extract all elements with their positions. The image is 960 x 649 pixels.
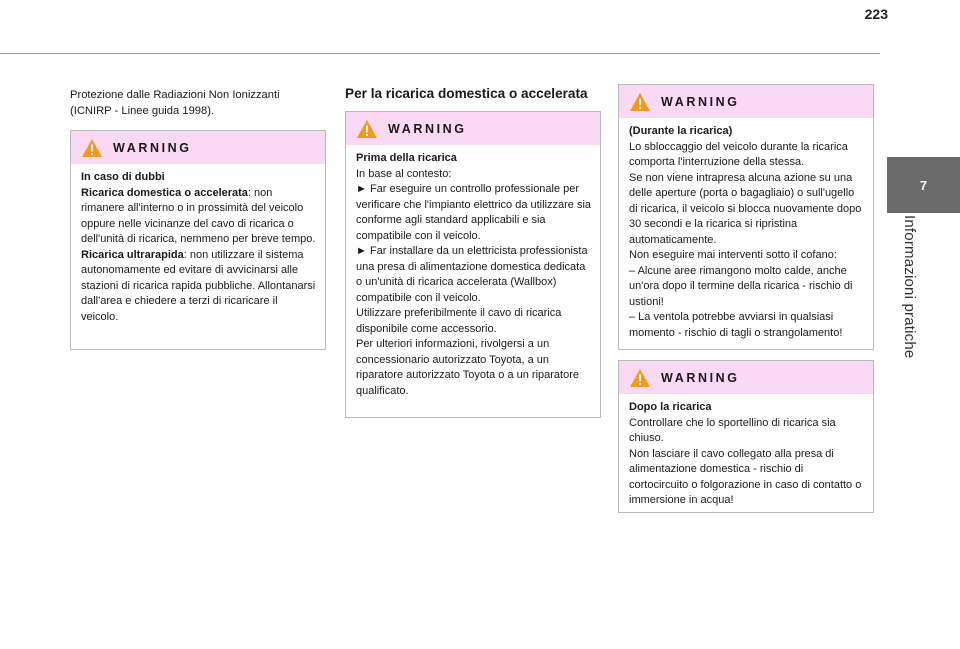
warning-heading: Dopo la ricarica	[629, 401, 712, 413]
warning-box	[618, 360, 874, 513]
warning-heading: In caso di dubbi	[81, 171, 165, 183]
warning-title: WARNING	[661, 94, 740, 109]
warning-title: WARNING	[113, 140, 192, 155]
column-1	[70, 88, 326, 350]
warning-paragraph	[81, 186, 317, 248]
warning-bold-term: Ricarica domestica o accelerata	[81, 186, 248, 199]
warning-paragraph	[81, 248, 317, 326]
section-title: Per la ricarica domestica o accelerata	[345, 86, 588, 101]
warning-title: WARNING	[661, 370, 740, 385]
page-number: 223	[864, 6, 888, 22]
warning-line: ► Far eseguire un controllo professionale per verificare che l'impianto elettrico da utilizzare sia conforme agli standard applicabili e sia compatibile con il veicolo.	[356, 183, 592, 242]
warning-body	[346, 145, 600, 407]
warning-triangle-icon	[81, 138, 103, 158]
warning-bold-term: Ricarica ultrarapida	[81, 248, 184, 261]
warning-line: ► Far installare da un elettricista professionista una presa di alimentazione domestica dedicata o un'unità di ricarica accelerata (Wallbox) compatibile con il veicolo.	[356, 245, 588, 304]
warning-line: – La ventola potrebbe avviarsi in qualsiasi momento - rischio di tagli o strangolamento!	[629, 311, 843, 339]
warning-line: Lo sbloccaggio del veicolo durante la ricarica comporta l'interruzione della stessa.	[629, 140, 848, 168]
warning-triangle-icon	[629, 92, 651, 112]
warning-heading: Prima della ricarica	[356, 152, 457, 164]
warning-body	[71, 164, 325, 333]
warning-header	[71, 131, 325, 164]
warning-triangle-icon	[629, 368, 651, 388]
chapter-label: Informazioni pratiche	[901, 215, 918, 359]
warning-triangle-icon	[356, 119, 378, 139]
warning-heading: (Durante la ricarica)	[629, 125, 733, 137]
warning-line: – Alcune aree rimangono molto calde, anche un'ora dopo il termine della ricarica - rischio di ustioni!	[629, 264, 853, 308]
intro-line: (ICNIRP - Linee guida 1998).	[70, 104, 215, 117]
column-3	[618, 84, 874, 513]
chapter-tab[interactable]: 7	[887, 157, 960, 213]
intro-text	[70, 88, 326, 119]
warning-line: Controllare che lo sportellino di ricarica sia chiuso.	[629, 416, 836, 444]
header-divider	[0, 53, 880, 54]
warning-header	[619, 361, 873, 394]
warning-text: : non utilizzare il sistema autonomamente ed evitare di avvicinarsi alle stazioni di ricarica rapida pubbliche. Allontanarsi dall'area e chiedere a terzi di ricaricare il veicolo.	[81, 248, 316, 323]
intro-line: Protezione dalle Radiazioni Non Ionizzanti	[70, 89, 280, 101]
warning-box	[345, 111, 601, 418]
warning-body	[619, 118, 873, 349]
warning-line: Non lasciare il cavo collegato alla presa di alimentazione domestica - rischio di cortocircuito o folgorazione in caso di contatto o immersione in acqua!	[629, 447, 862, 506]
warning-title: WARNING	[388, 121, 467, 136]
warning-line: Se non viene intrapresa alcuna azione su una delle aperture (porta o bagagliaio) o sull'ugello di ricarica, il veicolo si blocca nuovamente dopo 30 secondi e la ricarica si ripristina automaticamente.	[629, 171, 862, 246]
warning-header	[346, 112, 600, 145]
warning-line: In base al contesto:	[356, 167, 452, 180]
warning-box	[618, 84, 874, 350]
warning-line: Non eseguire mai interventi sotto il cofano:	[629, 249, 837, 261]
warning-box	[70, 130, 326, 350]
column-2	[345, 86, 601, 418]
warning-header	[619, 85, 873, 118]
warning-line: Per ulteriori informazioni, rivolgersi a un concessionario autorizzato Toyota, a un riparatore autorizzato Toyota o a un riparatore qualificato.	[356, 338, 579, 397]
warning-body	[619, 394, 873, 517]
warning-text: : non rimanere all'interno o in prossimità del veicolo oppure nelle vicinanze del cavo di ricarica o dell'unità di ricarica, nemmeno per breve tempo.	[81, 186, 316, 245]
warning-line: Utilizzare preferibilmente il cavo di ricarica disponibile come accessorio.	[356, 307, 562, 335]
